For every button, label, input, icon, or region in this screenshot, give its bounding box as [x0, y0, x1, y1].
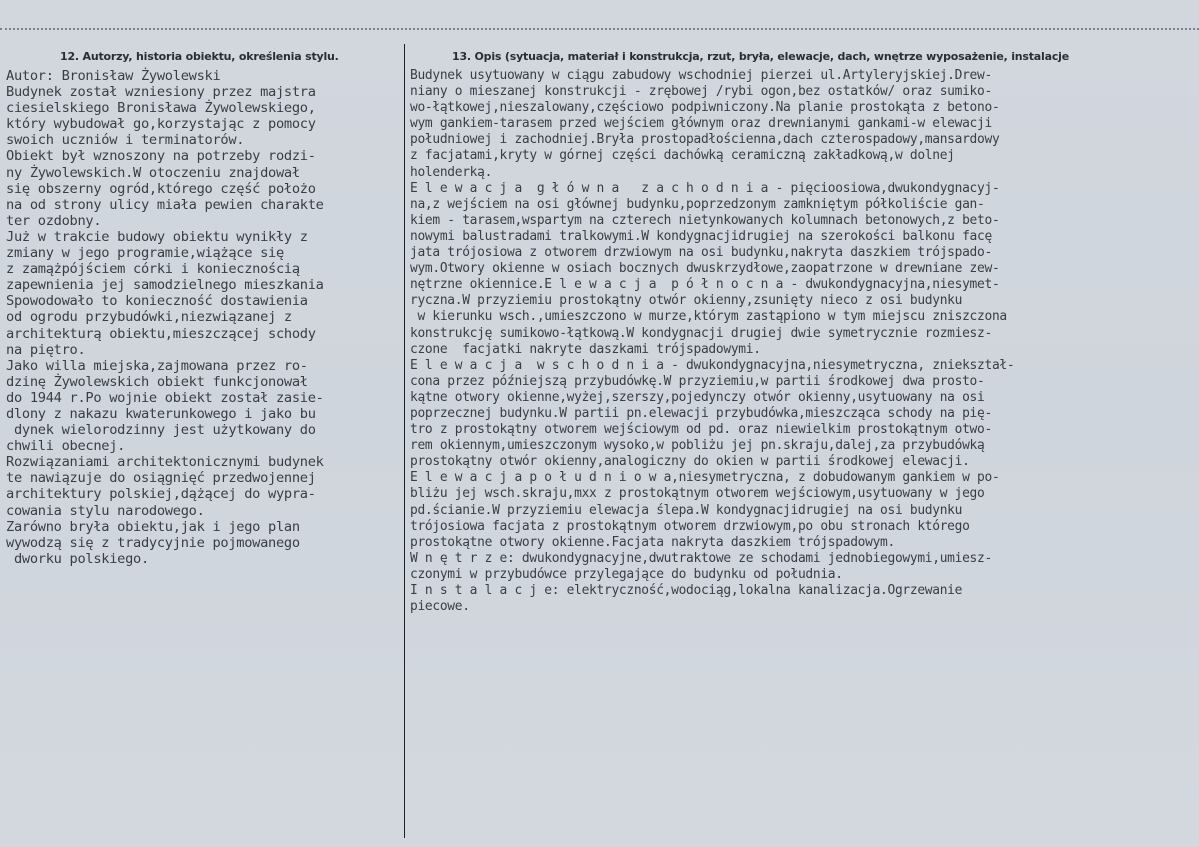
- text-line: ter ozdobny.: [6, 212, 102, 229]
- text-line: dlony z nakazu kwaterunkowego i jako bu: [6, 405, 316, 422]
- text-line: z facjatami,kryty w górnej części dachówką ceramiczną zakładkową,w dolnej: [410, 148, 955, 164]
- text-line: ryczna.W przyziemiu prostokątny otwór okienny,zsunięty nieco z osi budynku: [410, 293, 963, 309]
- text-line: na,z wejściem na osi głównej budynku,poprzedzonym zamkniętym półkoliście gan-: [410, 196, 985, 212]
- text-line: który wybudował go,korzystając z pomocy: [6, 116, 316, 133]
- text-line: Autor: Bronisław Żywolewski: [6, 68, 221, 84]
- text-line: Jako willa miejska,zajmowana przez ro-: [6, 357, 308, 374]
- text-line: zmiany w jego programie,wiążące się: [6, 245, 284, 262]
- text-line: ny Żywolewskich.W otoczeniu znajdował: [6, 164, 300, 181]
- text-line: czonymi w przybudówce przylegające do budynku od południa.: [410, 566, 843, 582]
- text-line: kiem - tarasem,wspartym na czterech nietynkowanych kolumnach betonowych,z beto-: [410, 212, 1000, 228]
- text-line: Obiekt był wznoszony na potrzeby rodzi-: [6, 148, 316, 165]
- text-line: dworku polskiego.: [6, 550, 149, 567]
- text-line: czone facjatki nakryte daszkami trójspadowymi.: [410, 341, 761, 357]
- text-line: z zamążpójściem córki i koniecznością: [6, 261, 300, 278]
- section-12-header: 12. Autorzy, historia obiektu, określenia stylu.: [60, 50, 339, 63]
- section-13-text: [410, 68, 1014, 615]
- text-line: architektury polskiej,dążącej do wypra-: [6, 486, 316, 503]
- text-line: te nawiązuje do osiągnięć przedwojennej: [6, 470, 316, 487]
- text-line: bliżu jej wsch.skraju,mxx z prostokątnym otworem wejściowym,usytuowany w jego: [410, 486, 985, 502]
- text-line: do 1944 r.Po wojnie obiekt został zasie-: [6, 389, 324, 406]
- text-line: cona przez późniejszą przybudówkę.W przyziemiu,w partii środkowej dwa prosto-: [410, 373, 985, 389]
- text-line: zapewnienia jej samodzielnego mieszkania: [6, 277, 324, 294]
- text-line: I n s t a l a c j e: elektryczność,wodociąg,lokalna kanalizacja.Ogrzewanie: [410, 583, 963, 598]
- text-line: E l e w a c j a g ł ó w n a z a c h o d n i a - pięcioosiowa,dwukondygnacyj-: [410, 180, 1000, 196]
- section-12-text: [6, 68, 324, 567]
- text-line: tro z prostokątny otworem wejściowym od pd. oraz niewielkim prostokątnym otwo-: [410, 422, 992, 438]
- text-line: rem okiennym,umieszczonym wysoko,w pobliżu jej pn.skraju,dalej,za przybudówką: [410, 438, 985, 454]
- text-line: prostokątny otwór okienny,analogiczny do okien w partii środkowej elewacji.: [410, 454, 970, 470]
- section-13-header: 13. Opis (sytuacja, materiał i konstrukcja, rzut, bryła, elewacje, dach, wnętrze wyposażenie, instalacje: [452, 50, 1069, 63]
- text-line: ciesielskiego Bronisława Żywolewskiego,: [6, 100, 316, 117]
- text-line: trójosiowa facjata z prostokątnym otworem drzwiowym,po obu stronach którego: [410, 518, 970, 534]
- text-line: architekturą obiektu,mieszczącej schody: [6, 325, 316, 342]
- text-line: Już w trakcie budowy obiektu wynikły z: [6, 228, 308, 245]
- text-line: południowej i zachodniej.Bryła prostopadłościenna,dach czterospadowy,mansardowy: [410, 132, 1000, 148]
- text-line: Rozwiązaniami architektonicznymi budynek: [6, 454, 324, 471]
- text-line: W n ę t r z e: dwukondygnacyjne,dwutraktowe ze schodami jednobiegowymi,umiesz-: [410, 550, 992, 566]
- text-line: E l e w a c j a p o ł u d n i o w a,niesymetryczna, z dobudowanym gankiem w po-: [410, 470, 1000, 486]
- text-line: Budynek usytuowany w ciągu zabudowy wschodniej pierzei ul.Artyleryjskiej.Drew-: [410, 68, 992, 83]
- text-line: piecowe.: [410, 599, 470, 615]
- text-line: wo-łątkowej,nieszalowany,częściowo podpiwniczony.Na planie prostokąta z betono-: [410, 100, 1000, 116]
- text-line: Zarówno bryła obiektu,jak i jego plan: [6, 518, 300, 535]
- text-line: kątne otwory okienne,wyżej,szerszy,pojedynczy otwór okienny,usytuowany na osi: [410, 389, 985, 405]
- text-line: chwili obecnej.: [6, 438, 126, 455]
- text-line: konstrukcję sumikowo-łątkową.W kondygnacji drugiej dwie symetrycznie rozmiesz-: [410, 325, 992, 341]
- text-line: w kierunku wsch.,umieszczono w murze,którym zastąpiono w tym miejscu zniszczona: [410, 309, 1007, 325]
- perforation-line: [0, 28, 1199, 30]
- text-line: na od strony ulicy miała pewien charakte: [6, 196, 324, 213]
- text-line: jata trójosiowa z otworem drzwiowym na osi budynku,nakryta daszkiem trójspado-: [410, 245, 992, 261]
- text-line: wym.Otwory okienne w osiach bocznych dwuskrzydłowe,zaopatrzone w drewniane zew-: [410, 261, 1000, 277]
- text-line: pd.ścianie.W przyziemiu elewacja ślepa.W kondygnacjidrugiej na osi budynku: [410, 502, 963, 518]
- text-line: niany o mieszanej konstrukcji - zrębowej /rybi ogon,bez ostatków/ oraz sumiko-: [410, 84, 992, 100]
- text-line: wywodzą się z tradycyjnie pojmowanego: [6, 534, 300, 551]
- text-line: dynek wielorodzinny jest użytkowany do: [6, 422, 316, 439]
- text-line: poprzecznej budynku.W partii pn.elewacji przybudówka,mieszcząca schody na pię-: [410, 405, 992, 421]
- text-line: Budynek został wzniesiony przez majstra: [6, 84, 316, 101]
- text-line: holenderką.: [410, 164, 493, 180]
- text-line: nowymi balustradami tralkowymi.W kondygnacjidrugiej na szerokości balkonu facę: [410, 228, 992, 244]
- text-line: Spowodowało to konieczność dostawienia: [6, 293, 308, 310]
- text-line: się obszerny ogród,którego część położo: [6, 180, 316, 197]
- text-line: swoich uczniów i terminatorów.: [6, 132, 245, 149]
- text-line: E l e w a c j a w s c h o d n i a - dwukondygnacyjna,niesymetryczna, zniekształ-: [410, 357, 1015, 373]
- text-line: cowania stylu narodowego.: [6, 502, 205, 519]
- text-line: na piętro.: [6, 341, 86, 358]
- column-divider: [404, 44, 405, 838]
- text-line: prostokątne otwory okienne.Facjata nakryta daszkiem trójspadowym.: [410, 534, 895, 550]
- text-line: nętrzne okiennice.E l e w a c j a p ó ł n o c n a - dwukondygnacyjna,niesymet-: [410, 277, 1000, 293]
- text-line: od ogrodu przybudówki,niezwiązanej z: [6, 309, 292, 326]
- text-line: wym gankiem-tarasem przed wejściem głównym oraz drewnianymi gankami-w elewacji: [410, 116, 992, 132]
- text-line: dzinę Żywolewskich obiekt funkcjonował: [6, 373, 308, 390]
